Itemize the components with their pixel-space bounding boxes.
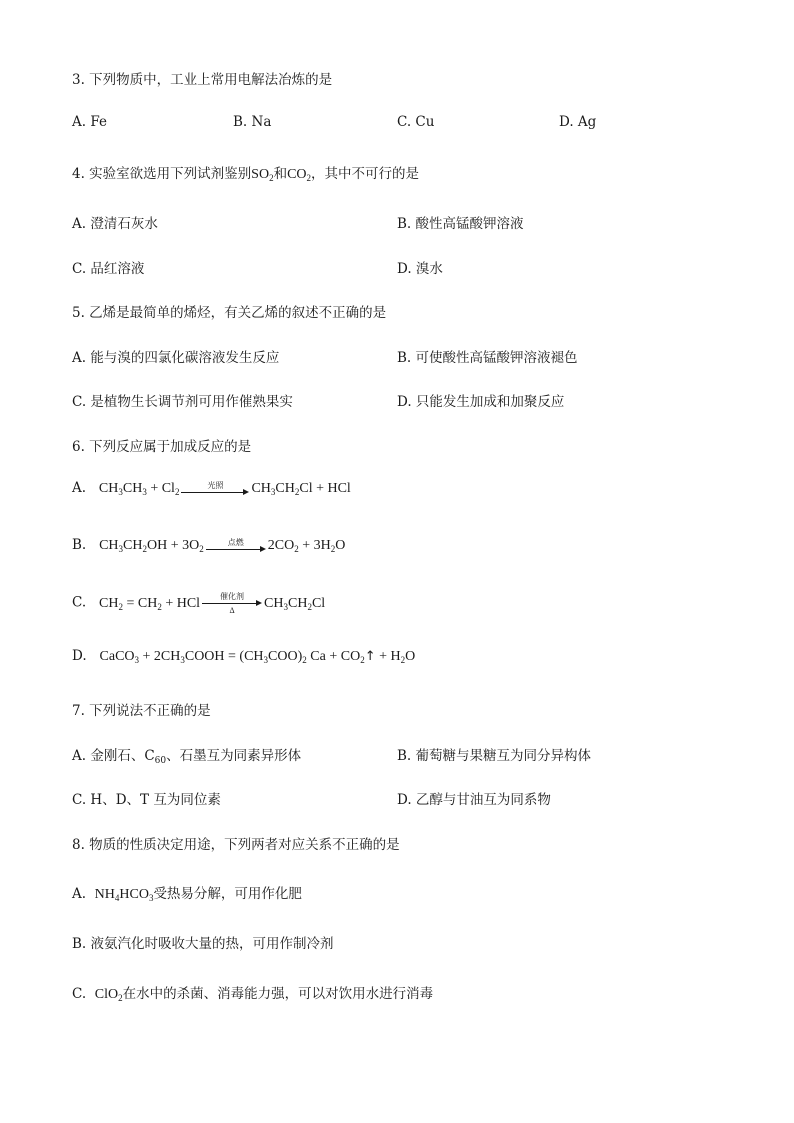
question-3-option-a: A. Fe <box>72 114 107 130</box>
question-3-stem: 3. 下列物质中，工业上常用电解法冶炼的是 <box>72 72 333 88</box>
question-6-option-a: A. $CH_3CH_3 + Cl_2$ 光照 $CH_3CH_2Cl$ + HCl <box>72 480 351 497</box>
question-4-stem <box>72 162 419 183</box>
question-4-tail: ，其中不可行的是 <box>311 166 420 182</box>
equation-a: $CH_3CH_3 + Cl_2$ 光照 $CH_3CH_2Cl$ + HCl <box>98 481 351 497</box>
question-3-option-b: B. Na <box>233 114 272 130</box>
formula-so2: $SO_2$ <box>251 167 274 183</box>
equation-d: CaCO$_3$ + $2CH_3COOH = (CH_3COO)_2$ $Ca + CO_2↑ + H_2O$ <box>99 649 416 665</box>
question-7-option-a: A. 金刚石、$C_{60}$、石墨互为同素异形体 <box>72 748 302 766</box>
formula-co2: $CO_2$ <box>287 167 312 183</box>
question-8-stem: 8. 物质的性质决定用途，下列两者对应关系不正确的是 <box>72 837 400 853</box>
question-3-option-d: D. Ag <box>559 114 597 130</box>
reaction-arrow: 光照 <box>181 481 249 496</box>
question-4-option-a: A. 澄清石灰水 <box>72 216 158 232</box>
question-7-stem: 7. 下列说法不正确的是 <box>72 703 211 719</box>
question-8-option-c: C. ClO$_2$在水中的杀菌、消毒能力强，可以对饮用水进行消毒 <box>72 986 434 1003</box>
question-4-option-d: D. 溴水 <box>397 261 443 277</box>
question-8-option-a: A. $NH_4HCO_3$受热易分解，可用作化肥 <box>72 886 302 903</box>
question-5-option-a: A. 能与溴的四氯化碳溶液发生反应 <box>72 350 280 366</box>
formula-nh4hco3: $NH_4HCO_3$ <box>94 887 154 903</box>
question-4-option-b: B. 酸性高锰酸钾溶液 <box>397 216 524 232</box>
reaction-arrow: 催化剂 Δ <box>202 592 262 615</box>
question-6-option-b: B. $CH_3CH_2OH + 3O_2$ 点燃 $2CO_2 + 3H_2O$ <box>72 537 346 554</box>
question-7-option-b: B. 葡萄糖与果糖互为同分异构体 <box>397 748 592 764</box>
question-5-option-d: D. 只能发生加成和加聚反应 <box>397 394 565 410</box>
gas-up-arrow-icon: ↑ <box>364 649 376 664</box>
question-6-stem: 6. 下列反应属于加成反应的是 <box>72 439 252 455</box>
question-4-option-c: C. 品红溶液 <box>72 261 145 277</box>
reaction-arrow: 点燃 <box>206 538 266 553</box>
equation-b: $CH_3CH_2OH + 3O_2$ 点燃 $2CO_2 + 3H_2O$ <box>99 538 346 554</box>
formula-clo2: ClO$_2$ <box>94 987 123 1003</box>
question-7-option-d: D. 乙醇与甘油互为同系物 <box>397 792 551 808</box>
question-4-and: 和 <box>273 166 288 182</box>
question-6-option-c: C. $CH_2 = CH_2$ + HCl 催化剂 Δ $CH_3CH_2Cl$ <box>72 592 326 615</box>
question-5-stem: 5. 乙烯是最简单的烯烃，有关乙烯的叙述不正确的是 <box>72 305 387 321</box>
question-5-option-b: B. 可使酸性高锰酸钾溶液褪色 <box>397 350 578 366</box>
question-7-option-c: C. H、D、T 互为同位素 <box>72 792 221 808</box>
equation-c: $CH_2 = CH_2$ + HCl 催化剂 Δ $CH_3CH_2Cl$ <box>99 592 326 615</box>
question-5-option-c: C. 是植物生长调节剂可用作催熟果实 <box>72 394 293 410</box>
question-3-option-c: C. Cu <box>397 114 435 130</box>
question-4-num: 4. 实验室欲选用下列试剂鉴别 <box>72 166 252 182</box>
question-6-option-d: D. CaCO$_3$ + $2CH_3COOH = (CH_3COO)_2$ $Ca + CO_2↑ + H_2O$ <box>72 648 416 665</box>
question-8-option-b: B. 液氨汽化时吸收大量的热，可用作制冷剂 <box>72 936 334 952</box>
